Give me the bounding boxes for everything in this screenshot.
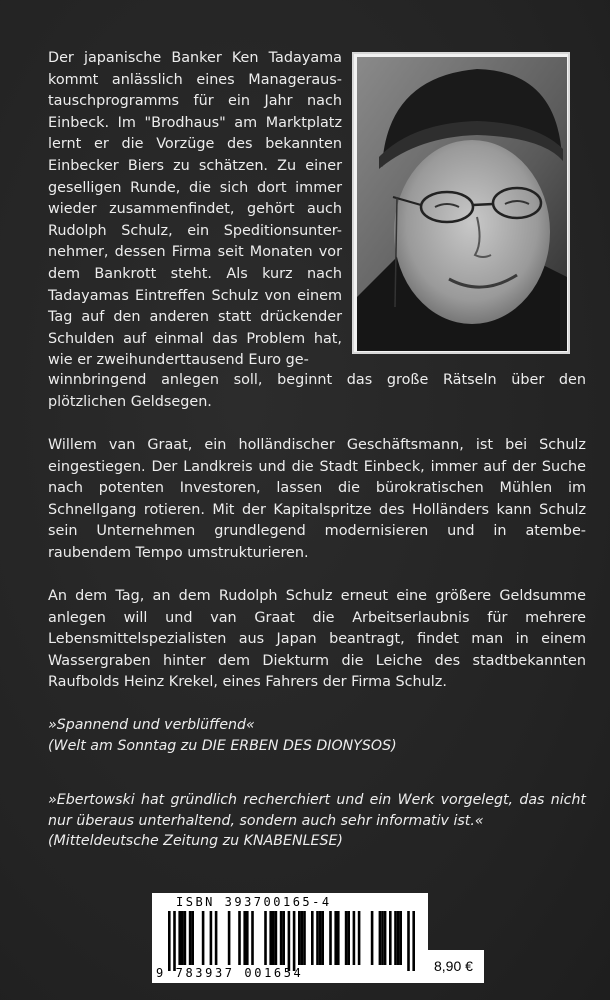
barcode-bar [379,911,382,965]
barcode-bar [173,911,176,971]
quote-1-text: »Spannend und verblüffend« [48,717,255,733]
barcode-bar [311,911,314,965]
barcode-bar [412,911,415,971]
barcode-bar [303,911,306,965]
barcode-bar [181,911,184,965]
barcode-bar [301,911,304,965]
quote-2-source-suffix: ) [337,833,343,849]
blurb-paragraph-1-continued: winnbringend anlegen soll, beginnt das große Rätseln über den plötzlichen Geldsegen. [48,372,586,410]
barcode-bar [407,911,410,971]
barcode-bar [189,911,192,965]
quote-2-source-prefix: (Mitteldeutsche Zeitung zu [48,833,244,849]
barcode-bar [282,911,285,965]
barcode-bar [202,911,205,965]
barcode-bar [264,911,267,965]
barcode-bar [321,911,324,965]
barcode-bar [178,911,181,965]
barcode-bar [381,911,384,965]
quote-2-source-title: KNABENLESE [243,833,338,849]
author-portrait-image [357,57,567,351]
blurb-paragraph-2: Willem van Graat, ein holländischer Geschäftsmann, ist bei Schulz eingestiegen. Der Landkreis und die Stadt Einbeck, immer auf der Suche nach potenten Investoren, lassen die bürokratischen Mühlen im Schnellgang rotieren. Mit der Kapitalspritze des Holländers kann Schulz sein Unternehmen grundlegend modernisieren und in atembe- raubendem Tempo umstrukturieren. [48,437,586,561]
barcode-bar [337,911,340,965]
barcode-bar [191,911,194,965]
barcode-bar [329,911,332,965]
quote-1-source-prefix: (Welt am Sonntag zu [48,737,202,754]
barcode-bar [319,911,322,965]
barcode-bar [246,911,249,965]
blurb-paragraph-3: An dem Tag, an dem Rudolph Schulz erneut eine größere Geldsumme anlegen will und van Graat die Arbeitserlaubnis für mehrere Lebensmittelspezialisten aus Japan beantragt, findet man in einem Wassergraben hinter dem Diekturm die Leiche des stadtbekannten Raufbolds Heinz Krekel, eines Fahrers der Firma Schulz. [48,588,586,691]
isbn-label: ISBN 393700165-4 [176,895,332,909]
barcode-bar [251,911,254,965]
barcode-label [152,893,428,983]
barcode-bar [316,911,319,965]
barcode-bar [184,911,187,965]
barcode-bar [371,911,374,965]
barcode-bar [272,911,275,965]
barcode-bar [275,911,278,965]
price-label [428,950,484,983]
barcode-bar [238,911,241,965]
barcode-bar [397,911,400,965]
barcode-bar [228,911,231,965]
barcode-bar [168,911,171,971]
review-quote-2 [48,790,586,852]
author-photo [352,52,570,354]
quote-1-source-title: DIE ERBEN DES DIONYSOS [201,737,392,754]
barcode-bar [288,911,291,971]
barcode-bar [399,911,402,965]
barcode-bar [347,911,350,965]
barcode-bar [394,911,397,965]
blurb-paragraph-1: Der japanische Banker Ken Tadayama kommt anlässlich eines Manageraus- tauschprogramms für ein Jahr nach Einbeck. Im "Brodhaus" am Marktplatz lernt er die Vorzüge des bekannten Einbecker Biers zu schätzen. Zu einer geselligen Runde, die sich dort immer wieder zusammenfindet, gehört auch Rudolph Schulz, ein Speditionsunter- nehmer, dessen Firma seit Monaten vor dem Bankrott steht. Als kurz nach Tadayamas Eintreffen Schulz von einem Tag auf den anderen statt drückender Schulden auf einmal das Problem hat, wie er zweihunderttausend Euro ge- [48,50,342,369]
price: 8,90 € [434,958,473,974]
barcode-bar [345,911,348,965]
barcode-bar [334,911,337,965]
barcode-bar [210,911,213,965]
barcode-bar [269,911,272,965]
barcode-bar [243,911,246,965]
barcode-bar [353,911,356,965]
barcode-bar [358,911,361,965]
quote-1-source-suffix: ) [391,737,397,754]
barcode-bar [298,911,301,965]
barcode-bar [293,911,296,971]
quote-2-text: »Ebertowski hat gründlich recherchiert und ein Werk vorgelegt, das nicht nur überaus unterhaltend, sondern auch sehr informativ ist.« [48,792,586,829]
barcode-bar [389,911,392,965]
barcode-bar [384,911,387,965]
barcode-bar [280,911,283,965]
review-quote-1 [48,715,586,756]
ean-digits: 9 783937 001654 [156,966,304,980]
barcode-bar [215,911,218,965]
